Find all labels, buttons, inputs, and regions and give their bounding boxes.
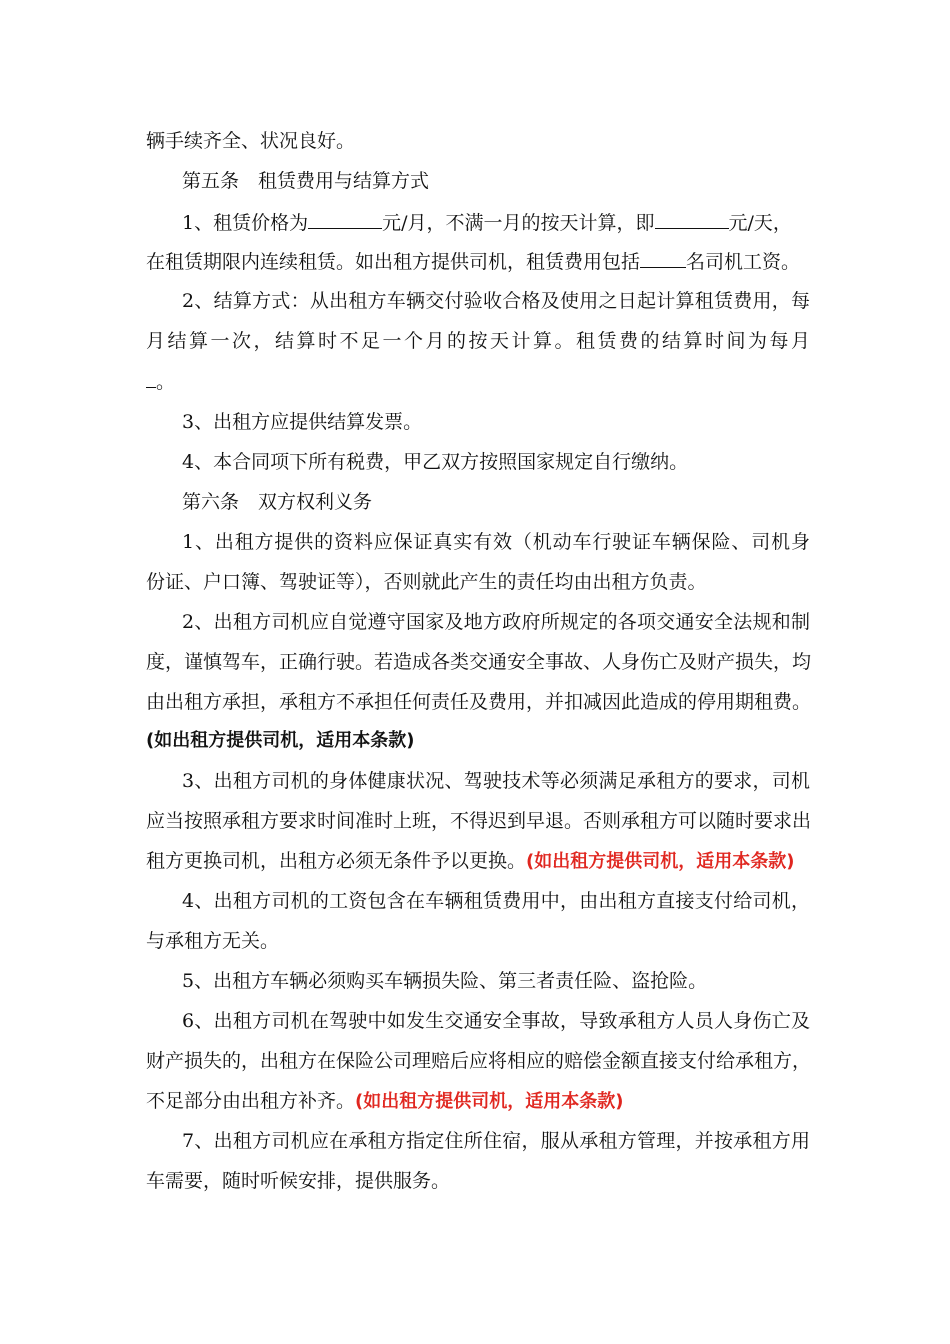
applicability-note-red: (如出租方提供司机，适用本条款) xyxy=(355,1091,624,1112)
paragraph-line xyxy=(146,248,810,275)
text: 1、租赁价格为 xyxy=(182,212,309,234)
paragraph-line xyxy=(182,1128,810,1154)
text: 6、出租方司机在驾驶中如发生交通安全事故，导致承租方人员人身伤亡及 xyxy=(182,1010,810,1032)
text: 1、出租方提供的资料应保证真实有效（机动车行驶证车辆保险、司机身 xyxy=(182,531,810,553)
text: 与承租方无关。 xyxy=(146,930,280,952)
paragraph-line xyxy=(146,649,810,675)
paragraph-line xyxy=(182,768,810,794)
paragraph-line xyxy=(146,569,810,595)
text: 不足部分由出租方补齐。 xyxy=(146,1090,356,1112)
paragraph-line xyxy=(182,1008,810,1034)
paragraph-line xyxy=(146,928,810,954)
text: 5、出租方车辆必须购买车辆损失险、第三者责任险、盗抢险。 xyxy=(182,970,708,992)
text: 4、出租方司机的工资包含在车辆租赁费用中，由出租方直接支付给司机， xyxy=(182,890,810,912)
paragraph-line xyxy=(146,368,810,395)
paragraph-line xyxy=(182,449,810,475)
paragraph-line xyxy=(182,968,810,994)
paragraph-line xyxy=(146,1088,810,1115)
applicability-note-red: (如出租方提供司机，适用本条款) xyxy=(526,851,795,872)
paragraph-line xyxy=(182,409,810,435)
text: 应当按照承租方要求时间准时上班，不得迟到早退。否则承租方可以随时要求出 xyxy=(146,810,812,832)
article-5-heading xyxy=(182,168,810,194)
fill-blank-driver-count[interactable] xyxy=(640,248,686,268)
fill-blank-daily-price[interactable] xyxy=(655,209,729,229)
text: 在租赁期限内连续租赁。如出租方提供司机，租赁费用包括 xyxy=(146,251,641,273)
text: 元/天， xyxy=(728,212,792,234)
paragraph-line xyxy=(182,888,810,914)
text: 。 xyxy=(156,371,176,393)
text: 2、结算方式：从出租方车辆交付验收合格及使用之日起计算租赁费用，每 xyxy=(182,290,810,312)
text: 名司机工资。 xyxy=(686,251,801,273)
text: 月结算一次，结算时不足一个月的按天计算。租赁费的结算时间为每月 xyxy=(146,330,810,352)
applicability-note xyxy=(146,727,810,754)
text: 财产损失的，出租方在保险公司理赔后应将相应的赔偿金额直接支付给承租方， xyxy=(146,1050,812,1072)
paragraph-line xyxy=(182,609,810,635)
paragraph-line xyxy=(182,209,810,236)
text: 由出租方承担，承租方不承担任何责任及费用，并扣减因此造成的停用期租费。 xyxy=(146,691,812,713)
text: 元/月，不满一月的按天计算，即 xyxy=(382,212,655,234)
paragraph-line xyxy=(146,1048,810,1074)
fill-blank-monthly-price[interactable] xyxy=(308,209,382,229)
paragraph-line xyxy=(146,689,810,715)
text: 3、出租方应提供结算发票。 xyxy=(182,411,423,433)
text: 份证、户口簿、驾驶证等），否则就此产生的责任均由出租方负责。 xyxy=(146,571,707,593)
paragraph-line xyxy=(146,128,810,154)
text: 度，谨慎驾车，正确行驶。若造成各类交通安全事故、人身伤亡及财产损失，均 xyxy=(146,651,812,673)
note-text: (如出租方提供司机，适用本条款) xyxy=(146,730,415,751)
fill-blank-settlement-day[interactable] xyxy=(146,368,156,388)
text: 辆手续齐全、状况良好。 xyxy=(146,130,356,152)
paragraph-line xyxy=(146,1168,810,1194)
text: 第五条 租赁费用与结算方式 xyxy=(182,170,430,192)
text: 2、出租方司机应自觉遵守国家及地方政府所规定的各项交通安全法规和制 xyxy=(182,611,810,633)
paragraph-line xyxy=(146,328,810,354)
paragraph-line xyxy=(182,288,810,314)
text: 车需要，随时听候安排，提供服务。 xyxy=(146,1170,451,1192)
article-6-heading xyxy=(182,489,810,515)
text: 租方更换司机，出租方必须无条件予以更换。 xyxy=(146,850,527,872)
text: 4、本合同项下所有税费，甲乙双方按照国家规定自行缴纳。 xyxy=(182,451,689,473)
text: 7、出租方司机应在承租方指定住所住宿，服从承租方管理，并按承租方用 xyxy=(182,1130,810,1152)
paragraph-line xyxy=(146,848,810,875)
text: 3、出租方司机的身体健康状况、驾驶技术等必须满足承租方的要求，司机 xyxy=(182,770,810,792)
text: 第六条 双方权利义务 xyxy=(182,491,373,513)
paragraph-line xyxy=(182,529,810,555)
paragraph-line xyxy=(146,808,810,834)
